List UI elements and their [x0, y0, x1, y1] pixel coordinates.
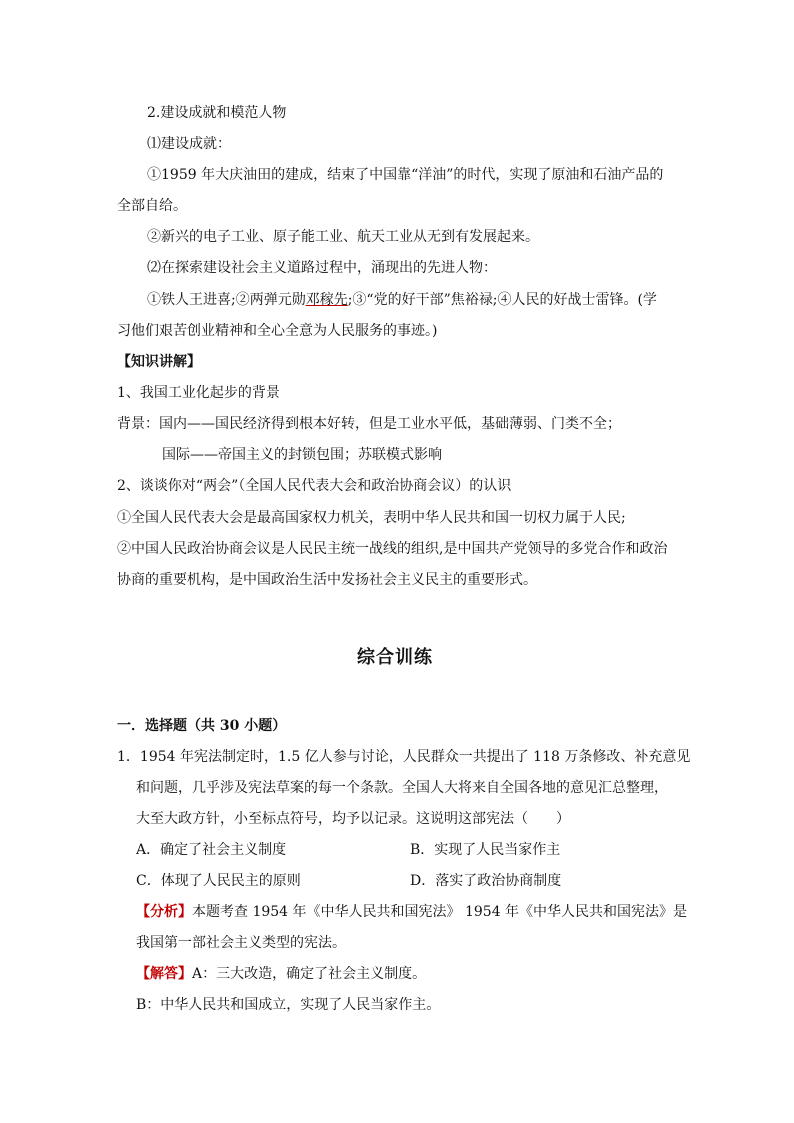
answer-line-b: B：中华人民共和国成立，实现了人民当家作主。 — [136, 997, 441, 1013]
background-domestic: 背景：国内——国民经济得到根本好转，但是工业水平低，基础薄弱、门类不全； — [117, 416, 621, 432]
option-c: C．体现了人民民主的原则 — [136, 873, 301, 889]
question-1-text: 1954 年宪法制定时，1.5 亿人参与讨论，人民群众一共提出了 118 万条修改、补充意见 — [139, 749, 691, 765]
knowledge-heading: 【知识讲解】 — [117, 354, 201, 370]
analysis-tag: 【分析】 — [136, 904, 192, 920]
answer-tag: 【解答】 — [136, 966, 192, 982]
answer-line-a — [136, 964, 426, 984]
section-heading: 2.建设成就和模范人物 — [147, 105, 287, 121]
subheading-achievements: ⑴建设成就： — [147, 136, 231, 152]
question-1-line2: 和问题，几乎涉及宪法草案的每一个条款。全国人大将来自全国各地的意见汇总整理， — [136, 780, 668, 796]
option-d: D．落实了政治协商制度 — [410, 873, 562, 889]
paragraph-daqing-line1: ①1959 年大庆油田的建成，结束了中国靠“洋油”的时代，实现了原油和石油产品的 — [147, 167, 664, 183]
question-1-line3: 大至大政方针，小至标点符号，均予以记录。这说明这部宪法（ ） — [136, 811, 570, 827]
figures-text-a: ①铁人王进喜;②两弹元勋 — [147, 292, 306, 308]
answer-npc: ①全国人民代表大会是最高国家权力机关，表明中华人民共和国一切权力属于人民; — [117, 510, 626, 526]
answer-cppcc-line2: 协商的重要机构，是中国政治生活中发扬社会主义民主的重要形式。 — [117, 572, 537, 588]
paragraph-industries: ②新兴的电子工业、原子能工业、航天工业从无到有发展起来。 — [147, 229, 539, 245]
analysis-text: 本题考查 1954 年《中华人民共和国宪法》 1954 年《中华人民共和国宪法》是 — [192, 904, 688, 920]
knowledge-question-2: 2、谈谈你对“两会”（全国人民代表大会和政治协商会议）的认识 — [117, 478, 512, 494]
option-b: B．实现了人民当家作主 — [410, 842, 561, 858]
question-number: 1． — [117, 749, 140, 765]
option-a: A．确定了社会主义制度 — [136, 842, 287, 858]
question-1-line1 — [117, 747, 690, 767]
knowledge-question-1: 1、我国工业化起步的背景 — [117, 385, 280, 401]
figures-text-b: ;③“党的好干部”焦裕禄;④人民的好战士雷锋。(学 — [347, 292, 657, 308]
paragraph-daqing-line2: 全部自给。 — [117, 198, 187, 214]
figure-name-deng: 邓稼先 — [305, 292, 348, 308]
answer-text-a: A：三大改造，确定了社会主义制度。 — [192, 966, 427, 982]
multiple-choice-heading: 一．选择题（共 30 小题） — [117, 718, 287, 734]
analysis-line1 — [136, 902, 687, 922]
paragraph-figures-line2: 习他们艰苦创业精神和全心全意为人民服务的事迹。) — [117, 323, 438, 339]
analysis-line2: 我国第一部社会主义类型的宪法。 — [136, 935, 346, 951]
paragraph-figures-line1 — [147, 290, 657, 310]
answer-cppcc-line1: ②中国人民政治协商会议是人民民主统一战线的组织,是中国共产党领导的多党合作和政治 — [117, 541, 668, 557]
training-title: 综合训练 — [357, 647, 433, 668]
subheading-figures: ⑵在探索建设社会主义道路过程中，涌现出的先进人物： — [147, 260, 497, 276]
background-international: 国际——帝国主义的封锁包围；苏联模式影响 — [162, 447, 442, 463]
